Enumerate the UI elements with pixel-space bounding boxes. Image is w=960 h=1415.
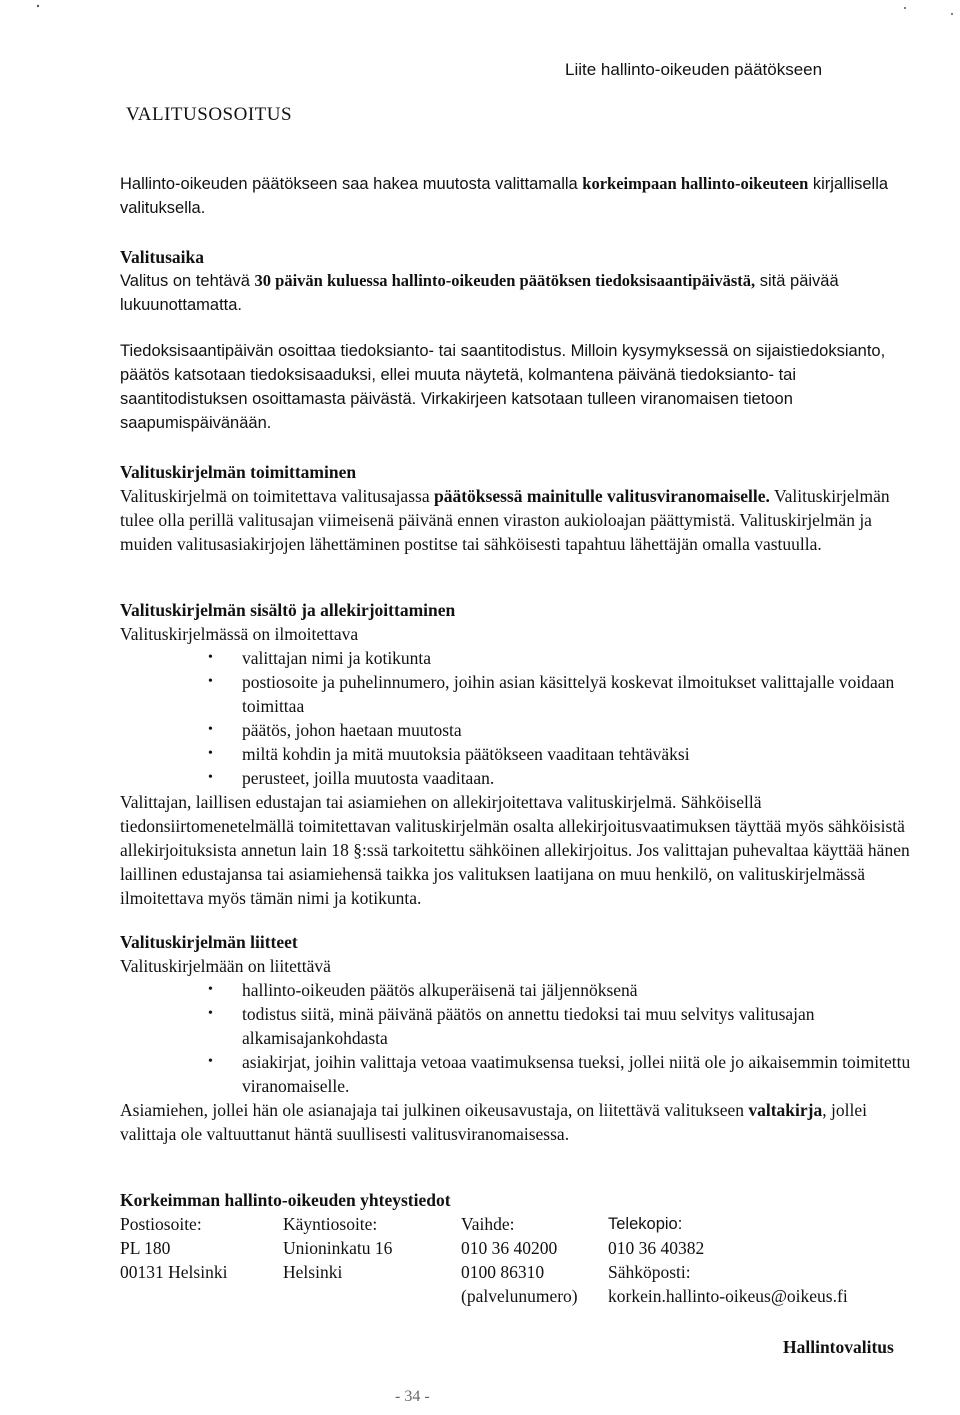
contact-cell: 010 36 40382 [608,1238,705,1258]
valitusaika-paragraph [120,269,920,317]
list-item: • perusteet, joilla muutosta vaaditaan. [120,766,920,790]
tiedoksianto-paragraph: Tiedoksisaantipäivän osoittaa tiedoksianto- tai saantitodistus. Milloin kysymyksessä on sijaistiedoksianto, päätös katsotaan tiedoksisaaduksi, ellei muuta näytetä, kolmantena päivänä tiedoksianto- tai saantitodistuksen osoittamasta päivästä. Virkakirjeen katsotaan tulleen viranomaisen tietoon saapumispäivänään. [120,342,886,432]
contact-cell: Telekopio: [608,1215,683,1233]
toimittaminen-paragraph [120,484,920,556]
toimittaminen-text-end: Valituskirjelmän tulee olla perillä valitusajan viimeisenä päivänä ennen viraston aukioloajan päättymistä. Valituskirjelmän ja muiden valitusasiakirjojen lähettäminen postitse tai sähköisesti tapahtuu lähettäjän omalla vastuulla. [120,486,890,554]
toimittaminen-text: Valituskirjelmä on toimitettava valitusajassa [120,486,434,506]
speck [951,13,953,15]
contact-cell: 0100 86310 [461,1262,545,1282]
attachment-note: Liite hallinto-oikeuden päätökseen [565,60,823,79]
section-heading: Valituskirjelmän toimittaminen [120,462,357,482]
contact-cell: Postiosoite: [120,1214,202,1234]
sisalto-list [120,646,920,790]
intro-bold: korkeimpaan hallinto-oikeuteen [582,174,809,193]
allekirjoitus-paragraph: Valittajan, laillisen edustajan tai asiamiehen on allekirjoitettava valituskirjelmä. Sähköisellä tiedonsiirtomenetelmällä toimitettavan valituskirjelmän osalta allekirjoitusvaatimuksen täyttää myös sähköisistä allekirjoituksista annetun lain 18 §:ssä tarkoitettu sähköinen allekirjoitus. Jos valittajan puhevaltaa käyttää hänen laillinen edustajansa tai asiamiehensä taikka jos valituksen laatijana on muu henkilö, on valituskirjelmässä ilmoitettava myös tämän nimi ja kotikunta. [120,792,910,908]
valtakirja-text: Asiamiehen, jollei hän ole asianajaja tai julkinen oikeusavustaja, on liitettävä valitukseen [120,1100,749,1120]
contact-email: korkein.hallinto-oikeus@oikeus.fi [608,1286,848,1306]
valitusaika-section [120,245,920,435]
contact-cell: Vaihde: [461,1214,515,1234]
intro-paragraph [120,172,920,220]
page-number: - 34 - [395,1388,430,1405]
valtakirja-text-end: , jollei valittaja ole valtuuttanut häntä suullisesti valitusviranomaisessa. [120,1100,867,1144]
intro-section [120,172,920,220]
liitteet-list [120,978,920,1098]
section-heading: Valitusaika [120,247,204,267]
contact-cell: Unioninkatu 16 [283,1238,393,1258]
list-item: • todistus siitä, minä päivänä päätös on annettu tiedoksi tai muu selvitys valitusajan alkamisajankohdasta [120,1002,920,1050]
list-item: • miltä kohdin ja mitä muutoksia päätökseen vaaditaan tehtäväksi [120,742,920,766]
list-item: • asiakirjat, joihin valittaja vetoaa vaatimuksensa tueksi, jollei niitä ole jo aikaisemmin toimitettu viranomaiselle. [120,1050,920,1098]
contact-cell [120,1284,283,1308]
scan-specks [0,0,960,60]
contact-row [120,1260,920,1284]
contact-row [120,1236,920,1260]
list-item: • postiosoite ja puhelinnumero, joihin asian käsittelyä koskevat ilmoitukset valittajalle voidaan toimittaa [120,670,920,718]
speck [37,5,39,7]
intro-text-end: kirjallisella valituksella. [120,175,889,217]
contact-section [120,1188,920,1308]
contact-cell: 00131 Helsinki [120,1262,228,1282]
list-item: • hallinto-oikeuden päätös alkuperäisenä tai jäljennöksenä [120,978,920,1002]
toimittaminen-section [120,460,920,556]
section-heading: Valituskirjelmän liitteet [120,932,298,952]
toimittaminen-bold: päätöksessä mainitulle valitusviranomaiselle. [433,486,770,506]
contact-cell [283,1284,461,1308]
footer-label: Hallintovalitus [783,1337,894,1357]
contact-cell: 010 36 40200 [461,1238,558,1258]
contact-row [120,1212,920,1236]
sisalto-section [120,598,920,910]
contact-heading: Korkeimman hallinto-oikeuden yhteystiedot [120,1190,451,1210]
valitusaika-bold: 30 päivän kuluessa hallinto-oikeuden päätöksen tiedoksisaantipäivästä, [254,271,756,290]
contact-row [120,1284,920,1308]
liitteet-lead: Valituskirjelmään on liitettävä [120,956,331,976]
valitusaika-text-end: sitä päivää lukuunottamatta. [120,272,839,314]
document-title: VALITUSOSOITUS [126,104,293,125]
speck [904,7,906,9]
section-heading: Valituskirjelmän sisältö ja allekirjoittaminen [120,600,456,620]
valtakirja-bold: valtakirja [748,1100,823,1120]
valtakirja-paragraph [120,1098,920,1146]
sisalto-lead: Valituskirjelmässä on ilmoitettava [120,624,359,644]
contact-cell: Helsinki [283,1262,343,1282]
intro-text: Hallinto-oikeuden päätökseen saa hakea muutosta valittamalla [120,175,583,193]
contact-cell: Sähköposti: [608,1262,691,1282]
contact-cell: (palvelunumero) [461,1286,578,1306]
valitusaika-text: Valitus on tehtävä [120,272,255,290]
contact-cell: Käyntiosoite: [283,1214,378,1234]
list-item: • päätös, johon haetaan muutosta [120,718,920,742]
liitteet-section [120,930,920,1146]
contact-cell: PL 180 [120,1238,171,1258]
list-item: • valittajan nimi ja kotikunta [120,646,920,670]
